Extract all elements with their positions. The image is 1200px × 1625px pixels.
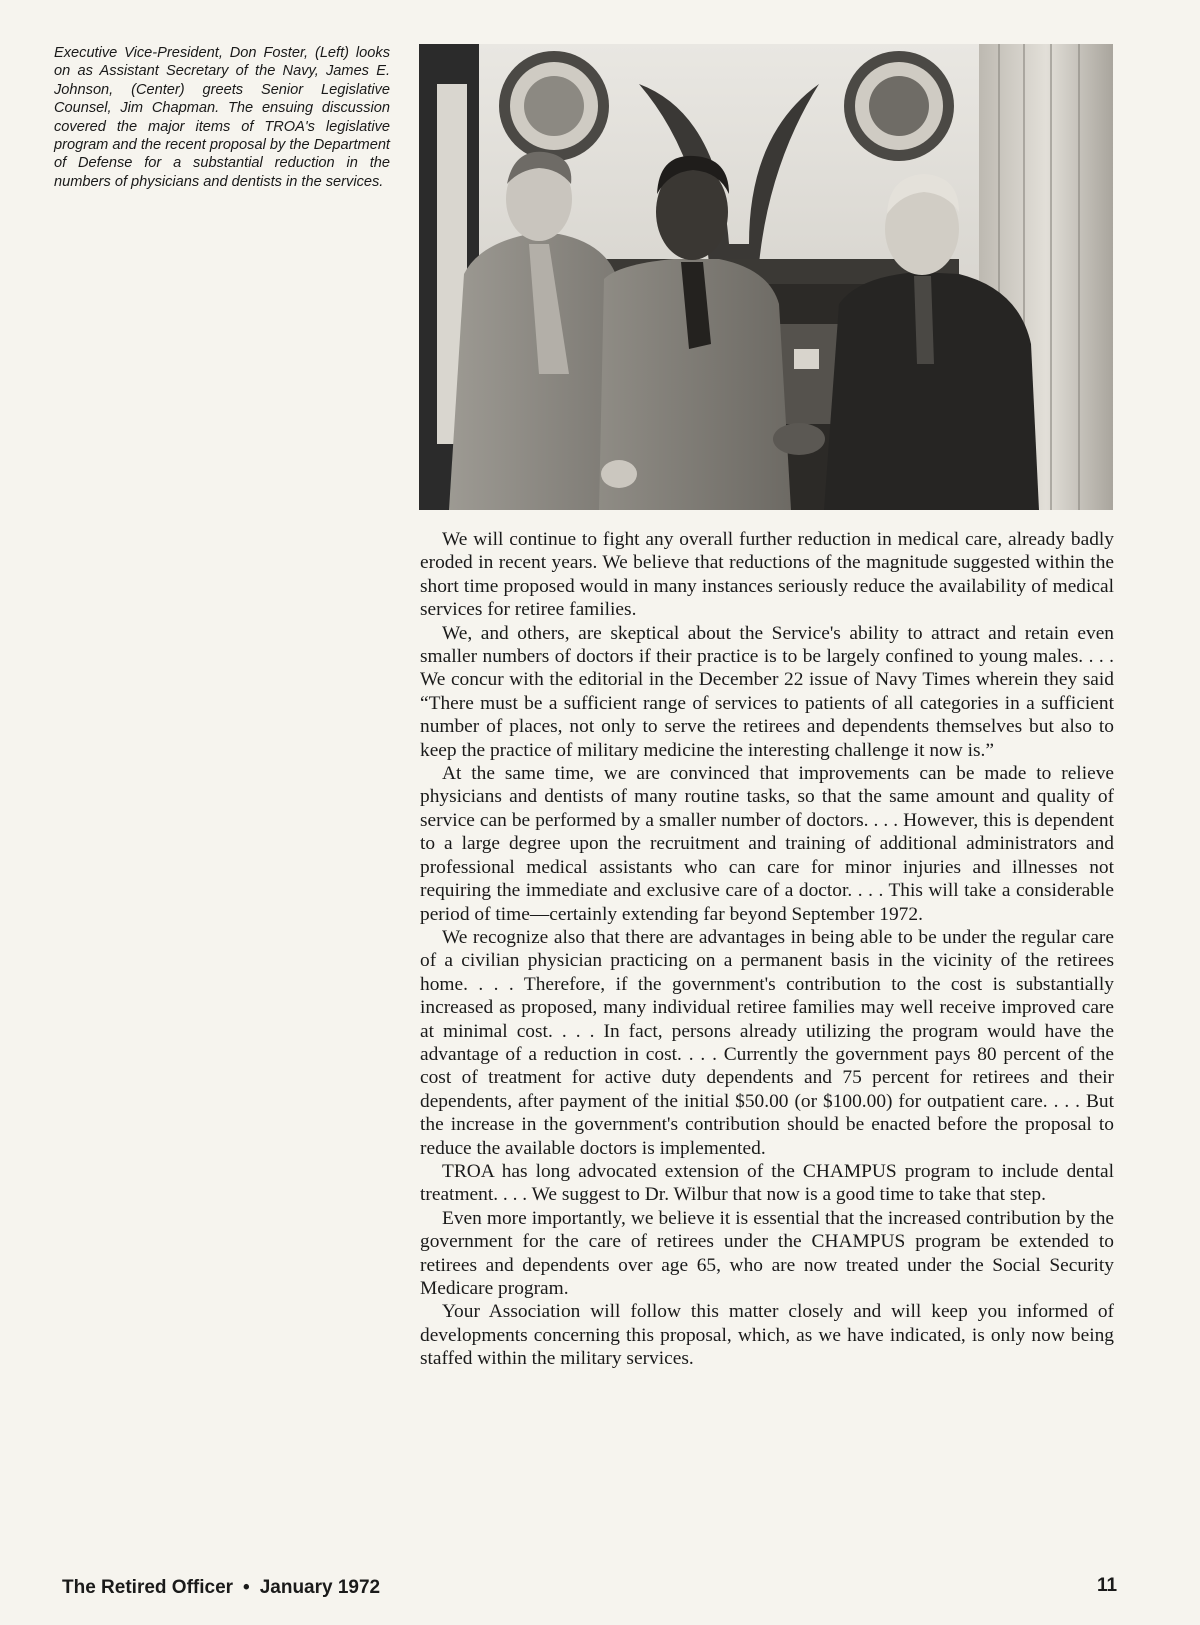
paragraph: We recognize also that there are advantages in being able to be under the regular care of a civilian physician practicing on a permanent basis in the vicinity of the retirees home. . . . Therefore, if the government's contribution to the cost is substantially increased as proposed, many individual retiree families may well receive improved care at minimal cost. . . . In fact, persons already utilizing the program would have the advantage of a reduction in cost. . . . Currently the government pays 80 percent of the cost of treatment for active duty dependents and 75 percent for retirees and their dependents, after payment of the initial $50.00 (or $100.00) for outpatient care. . . . But the increase in the government's contribution should be enacted before the proposal to reduce the available doctors is implemented.: [420, 926, 1114, 1159]
paragraph: TROA has long advocated extension of the CHAMPUS program to include dental treatment. . . . We suggest to Dr. Wilbur that now is a good time to take that step.: [420, 1160, 1114, 1206]
photo-illustration: [419, 44, 1113, 510]
photo-caption: Executive Vice-President, Don Foster, (Left) looks on as Assistant Secretary of the Navy, James E. Johnson, (Center) greets Senior Legislative Counsel, Jim Chapman. The ensuing discussion covered the major items of TROA's legislative program and the recent proposal by the Department of Defense for a substantial reduction in the numbers of physicians and dentists in the services.: [54, 45, 390, 190]
photo: [419, 44, 1113, 510]
footer-separator: •: [243, 1577, 250, 1598]
paragraph: We will continue to fight any overall further reduction in medical care, already badly eroded in recent years. We believe that reductions of the magnitude suggested within the short time proposed would in many instances seriously reduce the availability of medical services for retiree families.: [420, 529, 1114, 621]
paragraph: Even more importantly, we believe it is essential that the increased contribution by the government for the care of retirees under the CHAMPUS program be extended to retirees and dependents over age 65, who are now treated under the Social Security Medicare program.: [420, 1207, 1114, 1299]
paragraph: At the same time, we are convinced that improvements can be made to relieve physicians and dentists of many routine tasks, so that the same amount and quality of service can be performed by a smaller number of doctors. . . . However, this is dependent to a large degree upon the recruitment and training of additional administrators and professional medical assistants who can care for minor injuries and illnesses not requiring the immediate and exclusive care of a doctor. . . . This will take a considerable period of time—certainly extending far beyond September 1972.: [420, 763, 1114, 925]
page-number: 11: [1097, 1575, 1118, 1596]
article-body: [420, 528, 1114, 1371]
paragraph: Your Association will follow this matter closely and will keep you informed of developments concerning this proposal, which, as we have indicated, is only now being staffed within the military services.: [420, 1301, 1114, 1370]
footer-publication-line: [62, 1577, 380, 1599]
paragraph: We, and others, are skeptical about the Service's ability to attract and retain even smaller numbers of doctors if their practice is to be largely confined to young males. . . . We concur with the editorial in the December 22 issue of Navy Times wherein they said “There must be a sufficient range of services to patients of all categories in a sufficient number of places, not only to serve the retirees and dependents themselves but also to keep the practice of military medicine the interesting challenge it now is.”: [420, 622, 1114, 761]
publication-title: The Retired Officer: [62, 1577, 234, 1598]
issue-date: January 1972: [259, 1577, 381, 1598]
